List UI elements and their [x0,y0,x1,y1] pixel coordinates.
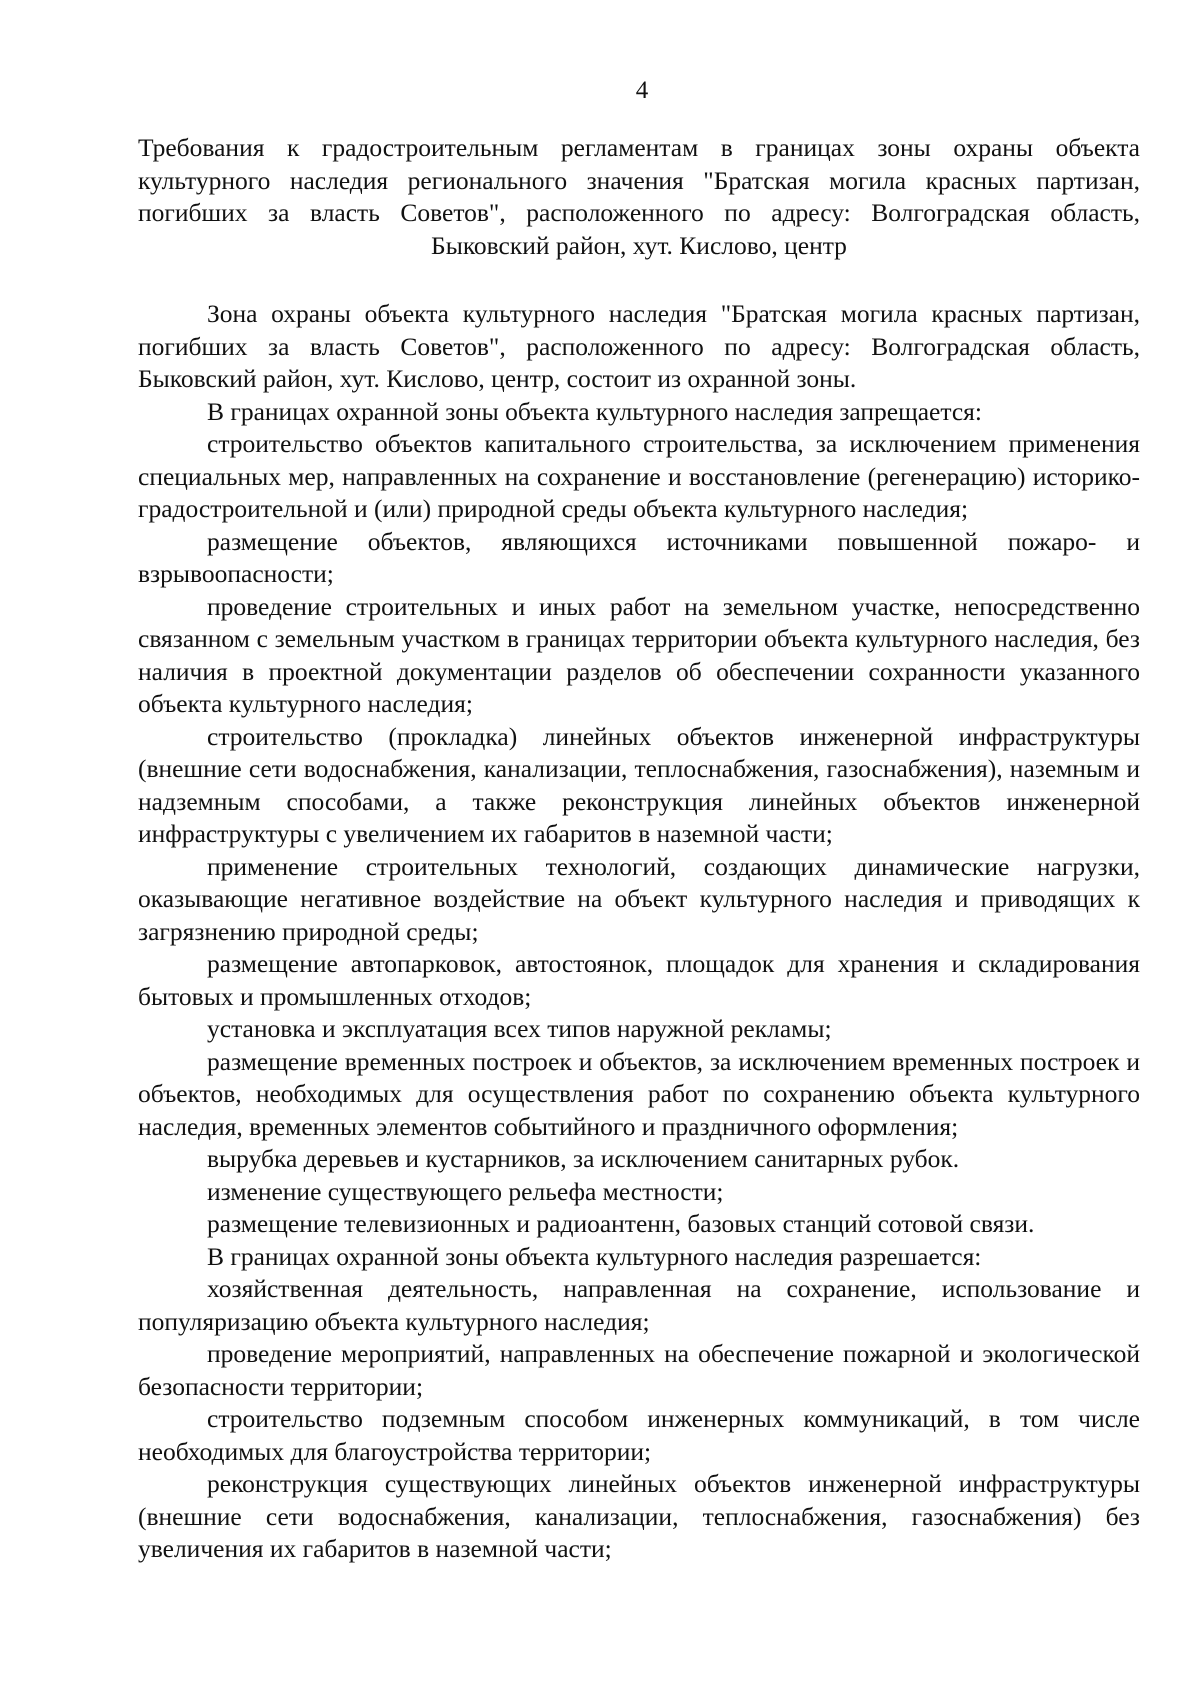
paragraph-permitted-item: строительство подземным способом инженерных коммуникаций, в том числе необходимых для благоустройства территории; [138,1404,1140,1466]
paragraph-prohibited-item: применение строительных технологий, создающих динамические нагрузки, оказывающие негативное воздействие на объект культурного наследия и приводящих к загрязнению природной среды; [138,851,1140,946]
document-body [138,132,1140,1566]
paragraph-prohibited-item: размещение объектов, являющихся источниками повышенной пожаро- и взрывоопасности; [138,526,1140,588]
paragraph-prohibited-item: вырубка деревьев и кустарников, за исключением санитарных рубок. [207,1144,960,1173]
paragraph-prohibited-item: изменение существующего рельефа местности; [207,1176,724,1206]
page-number: 4 [635,77,649,104]
paragraph-permitted-item: хозяйственная деятельность, направленная на сохранение, использование и популяризацию объекта культурного наследия; [138,1274,1140,1336]
paragraph-prohibited-heading: В границах охранной зоны объекта культурного наследия запрещается: [207,396,982,426]
paragraph-prohibited-item: строительство (прокладка) линейных объектов инженерной инфраструктуры (внешние сети водоснабжения, канализации, теплоснабжения, газоснабжения), наземным и надземным способами, а также реконструкция линейных объектов инженерной инфраструктуры с увеличением их габаритов в наземной части; [138,721,1140,848]
paragraph-prohibited-item: размещение автопарковок, автостоянок, площадок для хранения и складирования бытовых и промышленных отходов; [138,949,1140,1011]
paragraph-prohibited-item: размещение временных построек и объектов, за исключением временных построек и объектов, необходимых для осуществления работ по сохранению объекта культурного наследия, временных элементов событийного и праздничного оформления; [138,1046,1140,1141]
paragraph-prohibited-item: проведение строительных и иных работ на земельном участке, непосредственно связанном с земельным участком в границах территории объекта культурного наследия, без наличия в проектной документации разделов об обеспечении сохранности указанного объекта культурного наследия; [138,591,1140,718]
paragraph-prohibited-item: строительство объектов капитального строительства, за исключением применения специальных мер, направленных на сохранение и восстановление (регенерацию) историко-градостроительной и (или) природной среды объекта культурного наследия; [138,429,1140,523]
paragraph-permitted-item: проведение мероприятий, направленных на обеспечение пожарной и экологической безопасности территории; [138,1339,1140,1401]
paragraph-prohibited-item: размещение телевизионных и радиоантенн, базовых станций сотовой связи. [207,1209,1035,1238]
document-title: Требования к градостроительным регламентам в границах зоны охраны объекта культурного наследия регионального значения "Братская могила красных партизан, погибших за власть Советов", расположенного по адресу: Волгоградская область, Быковский район, хут. Кислово, центр [138,133,1140,260]
paragraph-zone-composition: Зона охраны объекта культурного наследия "Братская могила красных партизан, погибших за власть Советов", расположенного по адресу: Волгоградская область, Быковский район, хут. Кислово, центр, состоит из охранной зоны. [138,299,1140,393]
paragraph-prohibited-item: установка и эксплуатация всех типов наружной рекламы; [207,1014,832,1043]
paragraph-permitted-item: реконструкция существующих линейных объектов инженерной инфраструктуры (внешние сети водоснабжения, канализации, теплоснабжения, газоснабжения) без увеличения их габаритов в наземной части; [138,1469,1140,1563]
paragraph-permitted-heading: В границах охранной зоны объекта культурного наследия разрешается: [207,1241,982,1271]
